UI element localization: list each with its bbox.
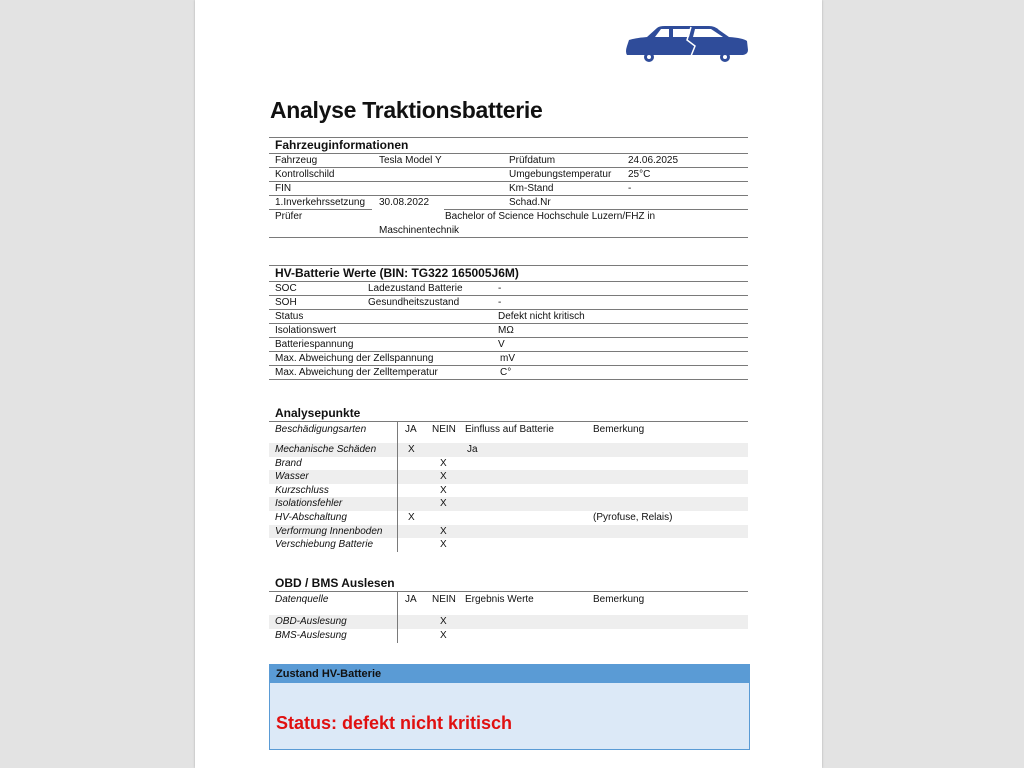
test-date-value: 24.06.2025 bbox=[628, 155, 679, 166]
no-mark: X bbox=[440, 457, 447, 469]
no-mark: X bbox=[440, 525, 447, 537]
remark-value: (Pyrofuse, Relais) bbox=[593, 511, 673, 523]
col-no: NEIN bbox=[432, 424, 456, 435]
table-row bbox=[269, 443, 748, 457]
col-data-source: Datenquelle bbox=[275, 594, 329, 605]
hv-row bbox=[269, 296, 748, 310]
vehicle-row bbox=[269, 182, 748, 196]
vehicle-info-section bbox=[269, 137, 748, 238]
ambient-temp-value: 25°C bbox=[628, 169, 651, 180]
table-row bbox=[269, 457, 748, 471]
table-row bbox=[269, 615, 748, 629]
source-name: BMS-Auslesung bbox=[275, 629, 347, 641]
table-row bbox=[269, 538, 748, 552]
impact-value: Ja bbox=[467, 444, 478, 455]
hv-desc: Ladezustand Batterie bbox=[368, 283, 463, 294]
vehicle-row bbox=[269, 168, 748, 182]
car-logo-icon bbox=[625, 24, 749, 62]
hv-label: SOH bbox=[275, 297, 297, 308]
hv-row bbox=[269, 310, 748, 324]
table-row bbox=[269, 497, 748, 511]
obd-header-row bbox=[269, 591, 748, 607]
damage-name: Wasser bbox=[275, 471, 309, 483]
hv-value: - bbox=[498, 283, 502, 294]
no-mark: X bbox=[440, 471, 447, 483]
source-name: OBD-Auslesung bbox=[275, 616, 347, 627]
hv-label: Status bbox=[275, 311, 304, 322]
report-page bbox=[195, 0, 822, 768]
hv-value: MΩ bbox=[498, 325, 514, 336]
vin-label: FIN bbox=[275, 183, 292, 194]
no-mark: X bbox=[440, 498, 447, 510]
table-row bbox=[269, 470, 748, 484]
examiner-qualification-cont: Maschinentechnik bbox=[379, 225, 460, 236]
yes-mark: X bbox=[408, 511, 415, 523]
col-no: NEIN bbox=[432, 594, 456, 605]
battery-status-text: Status: defekt nicht kritisch bbox=[276, 713, 513, 733]
no-mark: X bbox=[440, 629, 447, 641]
damage-name: Verschiebung Batterie bbox=[275, 539, 374, 551]
plate-label: Kontrollschild bbox=[275, 169, 335, 180]
damage-name: Verformung Innenboden bbox=[275, 525, 383, 537]
mileage-value: - bbox=[628, 183, 632, 194]
vehicle-value: Tesla Model Y bbox=[379, 155, 442, 166]
col-remark: Bemerkung bbox=[593, 424, 645, 435]
hv-battery-section bbox=[269, 265, 748, 380]
examiner-qualification: Bachelor of Science Hochschule Luzern/FHZ in bbox=[445, 211, 656, 222]
hv-value: Defekt nicht kritisch bbox=[498, 311, 585, 322]
hv-battery-heading: HV-Batterie Werte (BIN: TG322 165005J6M) bbox=[269, 265, 748, 281]
col-damage-type: Beschädigungsarten bbox=[275, 424, 367, 435]
redacted-block bbox=[627, 196, 707, 208]
mileage-label: Km-Stand bbox=[509, 183, 554, 194]
col-yes: JA bbox=[405, 594, 417, 605]
vehicle-info-heading: Fahrzeuginformationen bbox=[269, 137, 748, 153]
vehicle-label: Fahrzeug bbox=[275, 155, 318, 166]
analysis-section bbox=[269, 406, 748, 552]
redacted-block bbox=[378, 168, 494, 180]
hv-value: V bbox=[498, 339, 505, 350]
col-remark: Bemerkung bbox=[593, 594, 645, 605]
obd-section bbox=[269, 576, 748, 642]
damage-name: Kurzschluss bbox=[275, 484, 329, 496]
registration-value: 30.08.2022 bbox=[379, 197, 430, 208]
table-row bbox=[269, 484, 748, 498]
hv-label: Max. Abweichung der Zelltemperatur bbox=[275, 367, 438, 378]
vehicle-row bbox=[269, 153, 748, 168]
hv-label: SOC bbox=[275, 283, 297, 294]
col-result: Ergebnis Werte bbox=[465, 594, 534, 605]
test-date-label: Prüfdatum bbox=[509, 155, 556, 166]
claim-number-label: Schad.Nr bbox=[509, 197, 551, 208]
yes-mark: X bbox=[408, 444, 415, 455]
hv-desc: Gesundheitszustand bbox=[368, 297, 460, 308]
page-title: Analyse Traktionsbatterie bbox=[270, 97, 543, 123]
table-row bbox=[269, 511, 748, 525]
registration-label: 1.Inverkehrssetzung bbox=[275, 197, 366, 208]
hv-row bbox=[269, 281, 748, 296]
no-mark: X bbox=[440, 484, 447, 496]
analysis-header-row bbox=[269, 421, 748, 437]
damage-name: HV-Abschaltung bbox=[275, 511, 347, 523]
table-row bbox=[269, 525, 748, 539]
hv-row bbox=[269, 338, 748, 352]
damage-name: Mechanische Schäden bbox=[275, 444, 377, 455]
hv-label: Max. Abweichung der Zellspannung bbox=[275, 353, 434, 364]
no-mark: X bbox=[440, 539, 447, 551]
table-row bbox=[269, 629, 748, 643]
redacted-block bbox=[372, 209, 444, 222]
damage-name: Isolationsfehler bbox=[275, 498, 343, 510]
no-mark: X bbox=[440, 616, 447, 627]
examiner-row bbox=[269, 210, 748, 238]
hv-row bbox=[269, 352, 748, 366]
hv-value: C° bbox=[500, 367, 512, 378]
column-divider bbox=[397, 591, 398, 643]
hv-label: Batteriespannung bbox=[275, 339, 354, 350]
hv-row bbox=[269, 366, 748, 380]
battery-condition-box bbox=[269, 664, 750, 750]
col-impact: Einfluss auf Batterie bbox=[465, 424, 554, 435]
analysis-heading: Analysepunkte bbox=[275, 406, 361, 420]
hv-row bbox=[269, 324, 748, 338]
hv-label: Isolationswert bbox=[275, 325, 337, 336]
hv-value: mV bbox=[500, 353, 515, 364]
column-divider bbox=[397, 421, 398, 552]
redacted-block bbox=[378, 183, 478, 195]
col-yes: JA bbox=[405, 424, 417, 435]
examiner-label: Prüfer bbox=[275, 211, 303, 222]
ambient-temp-label: Umgebungstemperatur bbox=[509, 169, 612, 180]
damage-name: Brand bbox=[275, 457, 302, 469]
obd-heading: OBD / BMS Auslesen bbox=[275, 576, 395, 590]
hv-value: - bbox=[498, 297, 502, 308]
battery-condition-heading: Zustand HV-Batterie bbox=[270, 665, 749, 683]
